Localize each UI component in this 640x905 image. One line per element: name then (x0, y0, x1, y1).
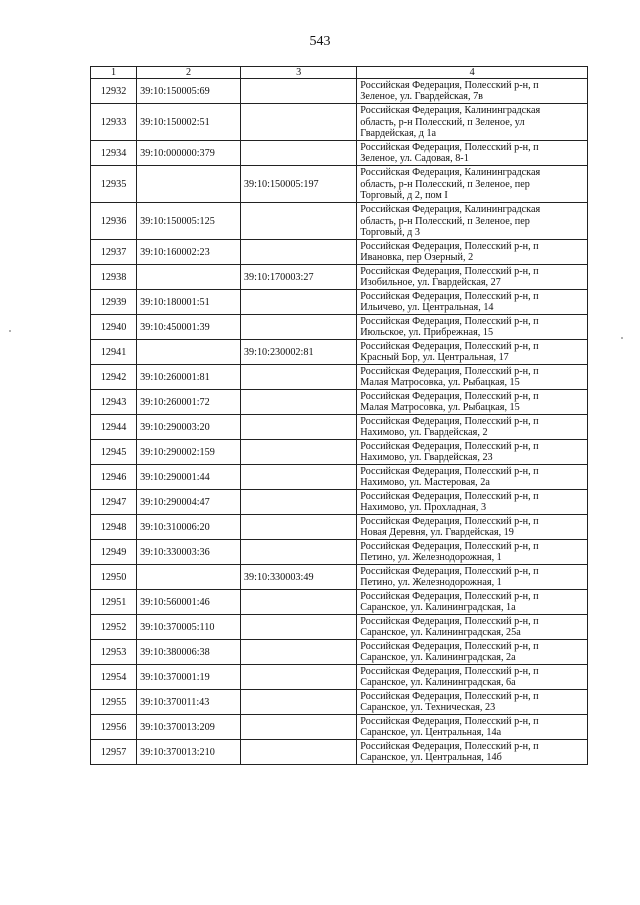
scan-speck (621, 337, 623, 339)
cadastral-number-cell: 39:10:180001:51 (137, 290, 241, 315)
cadastral-number-alt-cell (240, 315, 356, 340)
row-number-cell: 12937 (91, 240, 137, 265)
cadastral-number-alt-cell (240, 79, 356, 104)
cadastral-number-alt-cell: 39:10:170003:27 (240, 265, 356, 290)
address-cell: Российская Федерация, Полесский р-н, п Саранское, ул. Калининградская, 25а (357, 615, 588, 640)
table-row (91, 365, 588, 390)
address-cell: Российская Федерация, Полесский р-н, п Петино, ул. Железнодорожная, 1 (357, 565, 588, 590)
cadastral-number-cell: 39:10:370013:210 (137, 740, 241, 765)
row-number-cell: 12952 (91, 615, 137, 640)
row-number-cell: 12949 (91, 540, 137, 565)
cadastral-number-cell: 39:10:560001:46 (137, 590, 241, 615)
cadastral-number-alt-cell (240, 615, 356, 640)
table-body (91, 79, 588, 765)
cadastral-number-cell: 39:10:150005:69 (137, 79, 241, 104)
row-number-cell: 12933 (91, 104, 137, 141)
cadastral-number-alt-cell (240, 590, 356, 615)
column-header-4: 4 (357, 67, 588, 79)
table-row (91, 690, 588, 715)
cadastral-number-alt-cell (240, 440, 356, 465)
cadastral-number-alt-cell (240, 715, 356, 740)
cadastral-number-alt-cell (240, 690, 356, 715)
address-cell: Российская Федерация, Полесский р-н, п Красный Бор, ул. Центральная, 17 (357, 340, 588, 365)
cadastral-number-cell: 39:10:370001:19 (137, 665, 241, 690)
table-row (91, 540, 588, 565)
table-row (91, 104, 588, 141)
table-row (91, 440, 588, 465)
address-cell: Российская Федерация, Полесский р-н, п Саранское, ул. Техническая, 23 (357, 690, 588, 715)
address-cell: Российская Федерация, Полесский р-н, п Нахимово, ул. Мастеровая, 2а (357, 465, 588, 490)
address-cell: Российская Федерация, Полесский р-н, п Малая Матросовка, ул. Рыбацкая, 15 (357, 390, 588, 415)
address-cell: Российская Федерация, Полесский р-н, п Ивановка, пер Озерный, 2 (357, 240, 588, 265)
address-cell: Российская Федерация, Полесский р-н, п Зеленое, ул. Садовая, 8-1 (357, 141, 588, 166)
address-cell: Российская Федерация, Полесский р-н, п Саранское, ул. Калининградская, 6а (357, 665, 588, 690)
row-number-cell: 12957 (91, 740, 137, 765)
table-row (91, 665, 588, 690)
cadastral-number-alt-cell (240, 415, 356, 440)
table-row (91, 590, 588, 615)
table-row (91, 715, 588, 740)
row-number-cell: 12956 (91, 715, 137, 740)
cadastral-number-alt-cell: 39:10:150005:197 (240, 166, 356, 203)
column-header-3: 3 (240, 67, 356, 79)
cadastral-number-alt-cell: 39:10:330003:49 (240, 565, 356, 590)
table-row (91, 166, 588, 203)
table-row (91, 740, 588, 765)
cadastral-number-cell: 39:10:000000:379 (137, 141, 241, 166)
row-number-cell: 12944 (91, 415, 137, 440)
cadastral-number-alt-cell (240, 740, 356, 765)
cadastral-number-cell: 39:10:150002:51 (137, 104, 241, 141)
cadastral-number-cell (137, 565, 241, 590)
row-number-cell: 12934 (91, 141, 137, 166)
cadastral-number-alt-cell (240, 290, 356, 315)
header-row (91, 67, 588, 79)
address-cell: Российская Федерация, Полесский р-н, п Нахимово, ул. Гвардейская, 23 (357, 440, 588, 465)
cadastral-number-cell: 39:10:260001:81 (137, 365, 241, 390)
table-row (91, 565, 588, 590)
row-number-cell: 12941 (91, 340, 137, 365)
row-number-cell: 12943 (91, 390, 137, 415)
cadastral-number-cell: 39:10:150005:125 (137, 203, 241, 240)
cadastral-number-alt-cell (240, 365, 356, 390)
cadastral-number-cell: 39:10:370011:43 (137, 690, 241, 715)
column-header-1: 1 (91, 67, 137, 79)
cadastral-number-cell: 39:10:450001:39 (137, 315, 241, 340)
address-cell: Российская Федерация, Полесский р-н, п Ильичево, ул. Центральная, 14 (357, 290, 588, 315)
cadastral-number-alt-cell (240, 203, 356, 240)
cadastral-number-alt-cell (240, 240, 356, 265)
cadastral-number-cell: 39:10:370005:110 (137, 615, 241, 640)
cadastral-number-cell: 39:10:160002:23 (137, 240, 241, 265)
address-cell: Российская Федерация, Полесский р-н, п Июльское, ул. Прибрежная, 15 (357, 315, 588, 340)
table-row (91, 615, 588, 640)
row-number-cell: 12936 (91, 203, 137, 240)
cadastral-number-cell (137, 265, 241, 290)
cadastral-number-alt-cell (240, 465, 356, 490)
address-cell: Российская Федерация, Полесский р-н, п Нахимово, ул. Гвардейская, 2 (357, 415, 588, 440)
cadastral-number-cell: 39:10:290002:159 (137, 440, 241, 465)
cadastral-number-alt-cell: 39:10:230002:81 (240, 340, 356, 365)
address-cell: Российская Федерация, Полесский р-н, п Зеленое, ул. Гвардейская, 7в (357, 79, 588, 104)
table-row (91, 640, 588, 665)
table-row (91, 415, 588, 440)
cadastral-number-alt-cell (240, 515, 356, 540)
table-row (91, 315, 588, 340)
cadastral-number-alt-cell (240, 665, 356, 690)
table-row (91, 390, 588, 415)
row-number-cell: 12935 (91, 166, 137, 203)
table-row (91, 79, 588, 104)
table-row (91, 240, 588, 265)
table-row (91, 141, 588, 166)
table-row (91, 265, 588, 290)
row-number-cell: 12946 (91, 465, 137, 490)
table-row (91, 515, 588, 540)
row-number-cell: 12939 (91, 290, 137, 315)
row-number-cell: 12951 (91, 590, 137, 615)
column-header-2: 2 (137, 67, 241, 79)
table-row (91, 490, 588, 515)
cadastral-number-cell (137, 340, 241, 365)
address-cell: Российская Федерация, Полесский р-н, п Новая Деревня, ул. Гвардейская, 19 (357, 515, 588, 540)
row-number-cell: 12954 (91, 665, 137, 690)
row-number-cell: 12953 (91, 640, 137, 665)
cadastral-number-alt-cell (240, 390, 356, 415)
cadastral-number-alt-cell (240, 141, 356, 166)
cadastral-number-cell: 39:10:380006:38 (137, 640, 241, 665)
table-row (91, 340, 588, 365)
table-row (91, 290, 588, 315)
row-number-cell: 12948 (91, 515, 137, 540)
row-number-cell: 12940 (91, 315, 137, 340)
address-cell: Российская Федерация, Полесский р-н, п Петино, ул. Железнодорожная, 1 (357, 540, 588, 565)
cadastral-number-alt-cell (240, 640, 356, 665)
row-number-cell: 12950 (91, 565, 137, 590)
cadastral-number-cell (137, 166, 241, 203)
address-cell: Российская Федерация, Полесский р-н, п Изобильное, ул. Гвардейская, 27 (357, 265, 588, 290)
cadastral-number-cell: 39:10:260001:72 (137, 390, 241, 415)
row-number-cell: 12947 (91, 490, 137, 515)
address-cell: Российская Федерация, Калининградская область, р-н Полесский, п Зеленое, пер Торговый, д 2, пом I (357, 166, 588, 203)
row-number-cell: 12942 (91, 365, 137, 390)
cadastral-number-cell: 39:10:290001:44 (137, 465, 241, 490)
cadastral-number-cell: 39:10:330003:36 (137, 540, 241, 565)
address-cell: Российская Федерация, Калининградская область, р-н Полесский, п Зеленое, пер Торговый, д 3 (357, 203, 588, 240)
cadastral-number-cell: 39:10:370013:209 (137, 715, 241, 740)
cadastral-number-cell: 39:10:290004:47 (137, 490, 241, 515)
row-number-cell: 12932 (91, 79, 137, 104)
cadastral-number-cell: 39:10:310006:20 (137, 515, 241, 540)
cadastral-number-alt-cell (240, 540, 356, 565)
table-row (91, 203, 588, 240)
address-cell: Российская Федерация, Полесский р-н, п Нахимово, ул. Прохладная, 3 (357, 490, 588, 515)
row-number-cell: 12955 (91, 690, 137, 715)
address-cell: Российская Федерация, Полесский р-н, п Саранское, ул. Калининградская, 2а (357, 640, 588, 665)
address-cell: Российская Федерация, Калининградская область, р-н Полесский, п Зеленое, ул Гвардейская, д 1а (357, 104, 588, 141)
address-cell: Российская Федерация, Полесский р-н, п Малая Матросовка, ул. Рыбацкая, 15 (357, 365, 588, 390)
table-row (91, 465, 588, 490)
page-number: 543 (309, 34, 331, 49)
registry-table (90, 66, 588, 765)
scan-speck (9, 330, 11, 332)
address-cell: Российская Федерация, Полесский р-н, п Саранское, ул. Калининградская, 1а (357, 590, 588, 615)
row-number-cell: 12945 (91, 440, 137, 465)
cadastral-number-cell: 39:10:290003:20 (137, 415, 241, 440)
address-cell: Российская Федерация, Полесский р-н, п Саранское, ул. Центральная, 14а (357, 715, 588, 740)
address-cell: Российская Федерация, Полесский р-н, п Саранское, ул. Центральная, 14б (357, 740, 588, 765)
row-number-cell: 12938 (91, 265, 137, 290)
cadastral-number-alt-cell (240, 104, 356, 141)
cadastral-number-alt-cell (240, 490, 356, 515)
